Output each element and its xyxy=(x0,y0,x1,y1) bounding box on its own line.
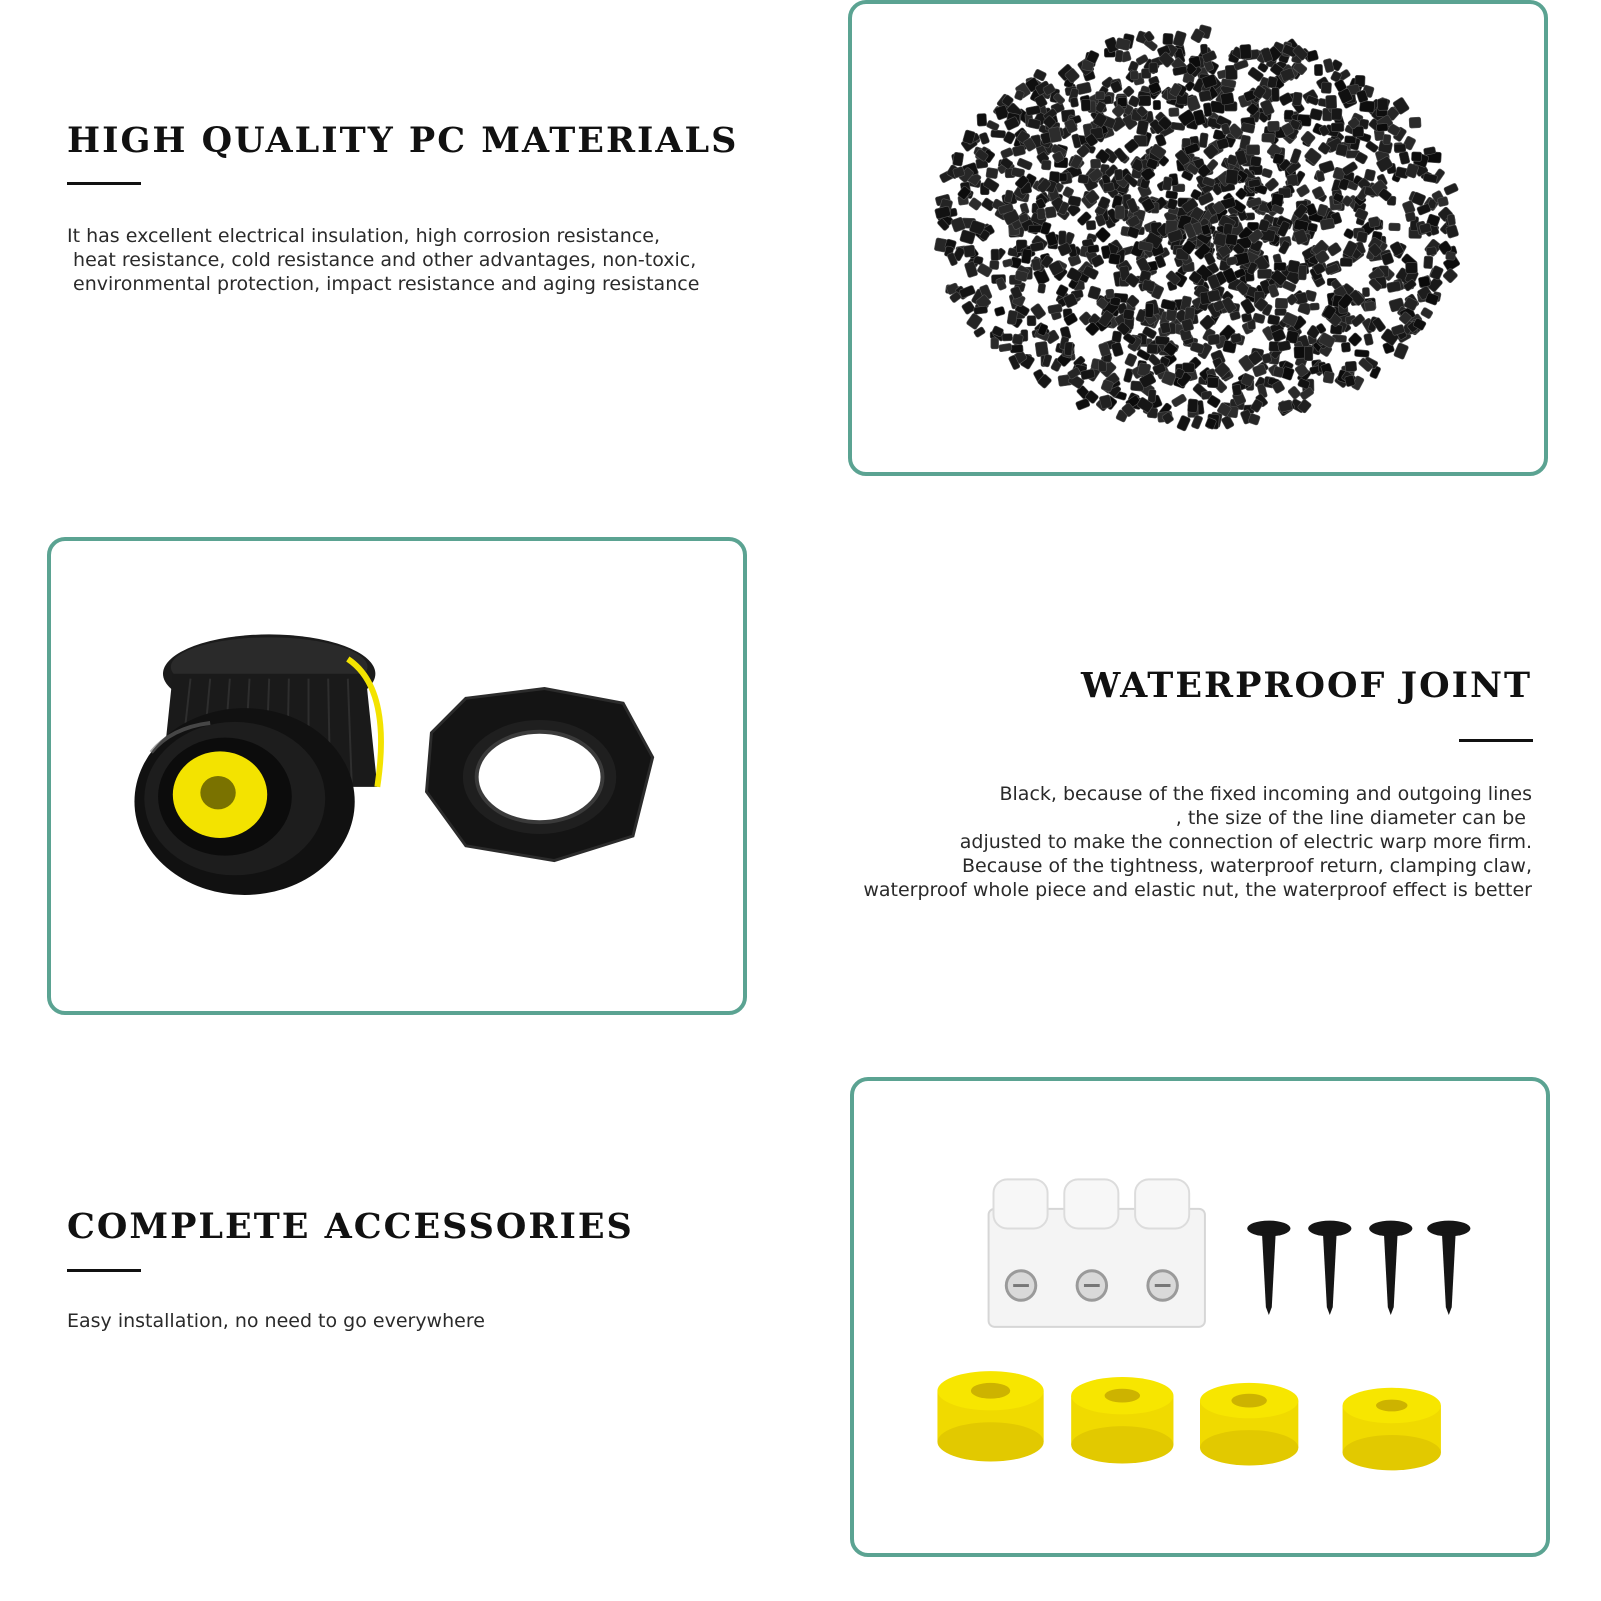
accessories-image-frame xyxy=(850,1077,1550,1557)
title-underline xyxy=(1459,739,1533,742)
section-description-accessories: Easy installation, no need to go everywhere xyxy=(67,1310,485,1332)
pc-pellets-image-frame xyxy=(848,0,1548,476)
screws xyxy=(1247,1221,1470,1315)
accessories-image xyxy=(854,1081,1546,1553)
terminal-block xyxy=(989,1179,1205,1327)
yellow-seal-rings xyxy=(937,1371,1440,1470)
section-title-pc-materials: HIGH QUALITY PC MATERIALS xyxy=(67,120,739,161)
section-title-waterproof-joint: WATERPROOF JOINT xyxy=(1081,665,1532,706)
cable-gland-body xyxy=(134,634,381,895)
locknut xyxy=(426,688,652,860)
title-underline xyxy=(67,1269,141,1272)
cable-gland-image xyxy=(51,541,743,1011)
black-pellets-image xyxy=(852,4,1544,472)
section-title-complete-accessories: COMPLETE ACCESSORIES xyxy=(67,1206,634,1247)
section-description-waterproof-joint: Black, because of the fixed incoming and outgoing lines , the size of the line diameter can be adjusted to make the connection of electric warp more firm. Because of the tightness, waterproof return, clamping claw, waterproof whole piece and elastic nut, the waterproof effect is better xyxy=(863,783,1532,901)
cable-gland-image-frame xyxy=(47,537,747,1015)
section-description-pc-materials: It has excellent electrical insulation, high corrosion resistance, heat resistance, cold resistance and other advantages, non-toxic, environmental protection, impact resistance and aging resistance xyxy=(67,225,700,295)
title-underline xyxy=(67,182,141,185)
